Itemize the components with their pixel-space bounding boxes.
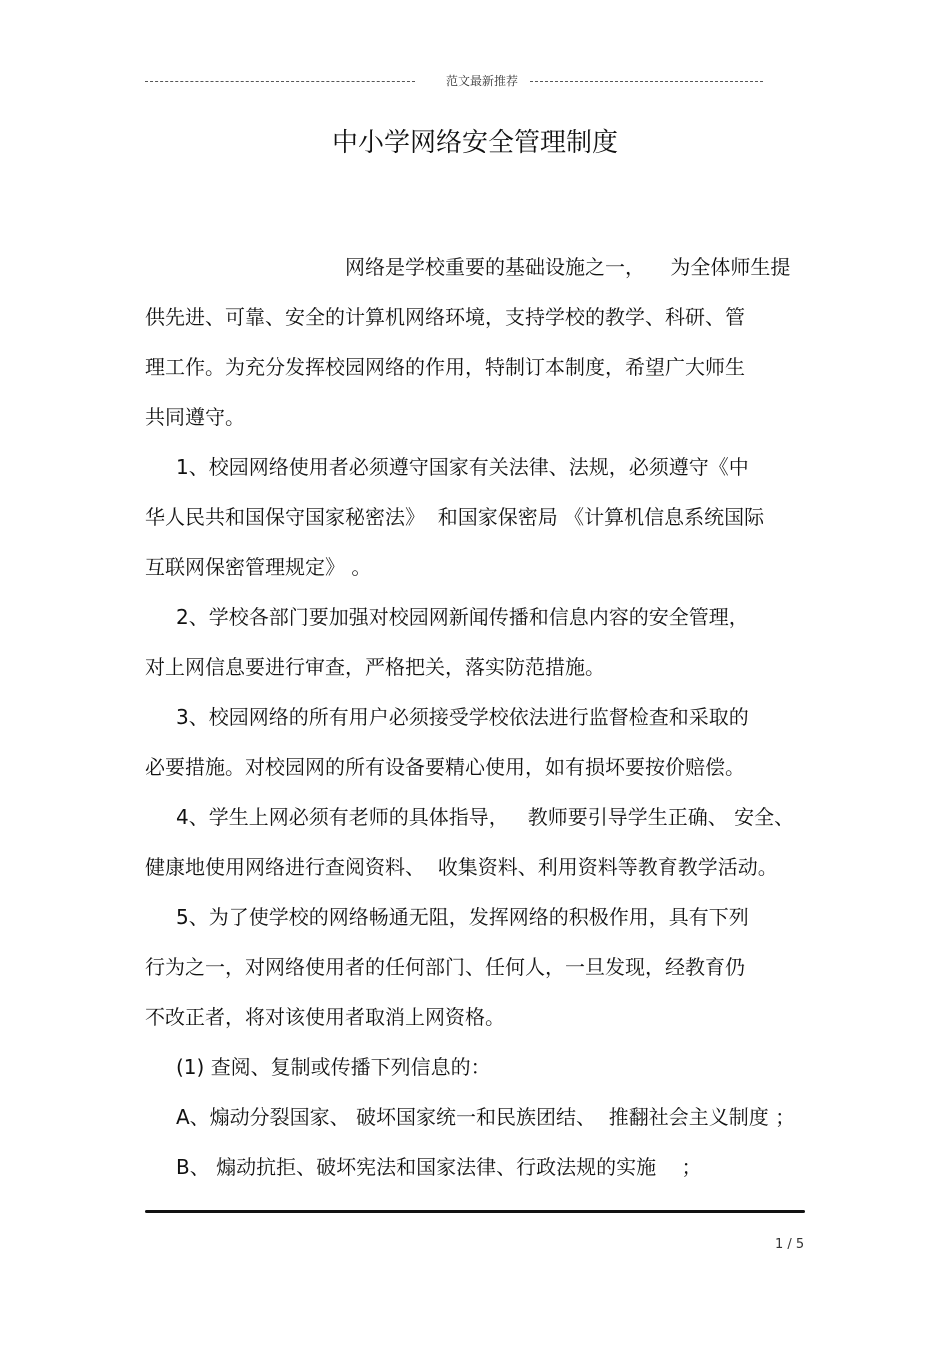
body-line: (1) 查阅、复制或传播下列信息的：	[176, 1055, 491, 1079]
body-line: 对上网信息要进行审查，严格把关，落实防范措施。	[145, 655, 605, 679]
header-label: 范文最新推荐	[446, 74, 519, 88]
body-line: 必要措施。对校园网的所有设备要精心使用，如有损坏要按价赔偿。	[145, 755, 745, 779]
body-line: 4、学生上网必须有老师的具体指导， 教师要引导学生正确、 安全、	[176, 805, 795, 829]
body-line: 行为之一，对网络使用者的任何部门、任何人，一旦发现，经教育仍	[145, 955, 745, 979]
body-line: 共同遵守。	[145, 405, 245, 429]
body-line: 1、校园网络使用者必须遵守国家有关法律、法规，必须遵守《中	[176, 455, 749, 479]
body-line: 5、为了使学校的网络畅通无阻，发挥网络的积极作用，具有下列	[176, 905, 749, 929]
document-title: 中小学网络安全管理制度	[331, 128, 618, 158]
body-line: 理工作。为充分发挥校园网络的作用，特制订本制度，希望广大师生	[145, 355, 745, 379]
body-line: 供先进、可靠、安全的计算机网络环境，支持学校的教学、科研、管	[145, 305, 745, 329]
header-rule-left	[145, 81, 415, 82]
body-line: A、煽动分裂国家、 破坏国家统一和民族团结、 推翻社会主义制度 ；	[176, 1105, 796, 1129]
footer-rule	[145, 1210, 805, 1213]
body-line: 3、校园网络的所有用户必须接受学校依法进行监督检查和采取的	[176, 705, 749, 729]
body-line: 健康地使用网络进行查阅资料、 收集资料、利用资料等教育教学活动。	[145, 855, 778, 879]
body-line: 互联网保密管理规定》 。	[145, 555, 372, 579]
body-line: 华人民共和国保守国家秘密法》 和国家保密局 《计算机信息系统国际	[145, 505, 765, 529]
body-line: B、 煽动抗拒、破坏宪法和国家法律、行政法规的实施 ；	[176, 1155, 702, 1179]
header-rule-right	[530, 81, 763, 82]
body-line: 网络是学校重要的基础设施之一， 为全体师生提	[345, 255, 791, 279]
body-line: 2、学校各部门要加强对校园网新闻传播和信息内容的安全管理，	[176, 605, 749, 629]
page-number: 1 / 5	[775, 1237, 805, 1252]
body-line: 不改正者，将对该使用者取消上网资格。	[145, 1005, 505, 1029]
